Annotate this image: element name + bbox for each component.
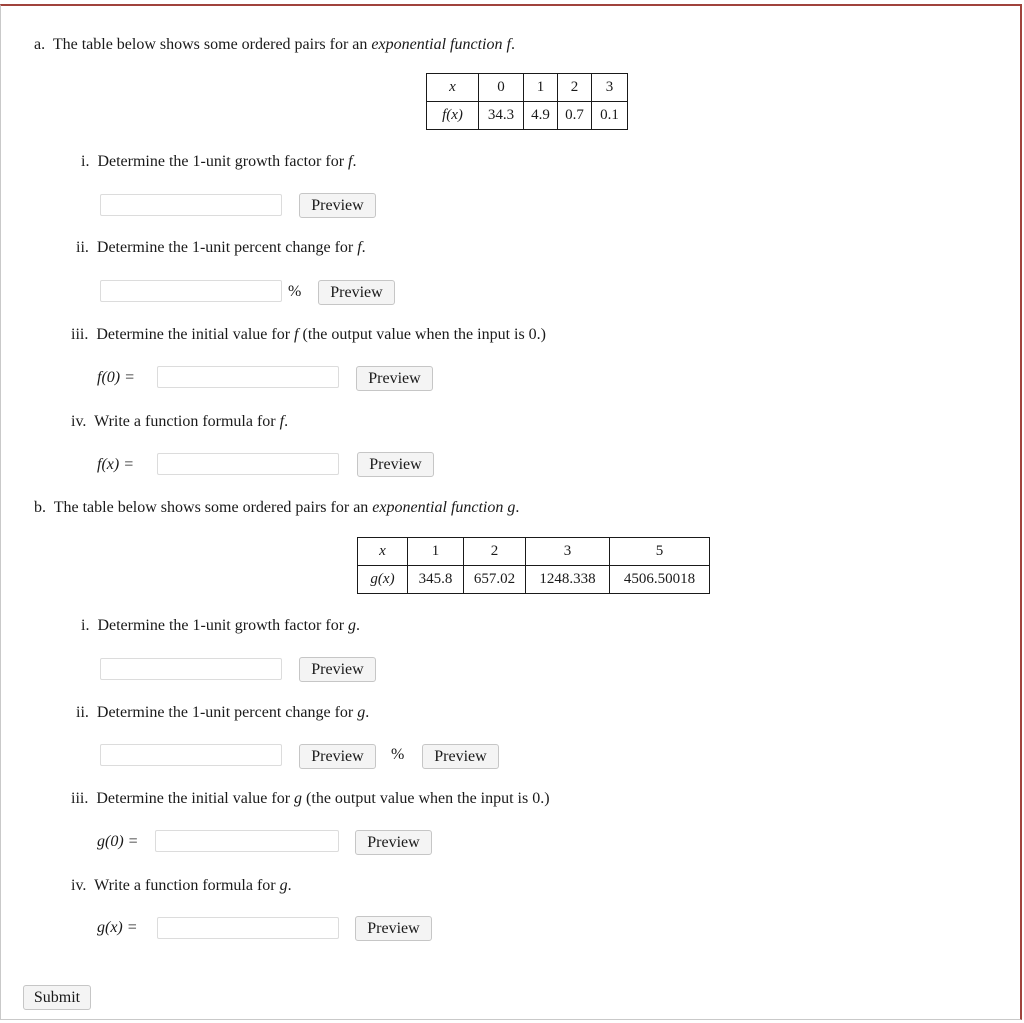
a-q4-num: iv. [71, 413, 87, 430]
part-a-intro [34, 35, 515, 55]
table-g-y-1: 657.02 [464, 566, 526, 594]
b-q1-end: . [356, 617, 361, 634]
table-g-x-1: 2 [464, 538, 526, 566]
part-b-intro [34, 498, 519, 518]
table-g-y-0: 345.8 [408, 566, 464, 594]
a-growth-factor-input[interactable] [100, 194, 282, 216]
a-formula-input[interactable] [157, 453, 339, 475]
part-a-period: . [510, 36, 515, 53]
table-g-row-y [358, 566, 710, 594]
b-q4-preview-button[interactable]: Preview [355, 916, 432, 941]
b-q3-prompt [71, 789, 550, 809]
b-q1-text: Determine the 1-unit growth factor for [97, 617, 345, 634]
table-f-row-x [427, 74, 628, 102]
table-f-y-3: 0.1 [592, 102, 628, 130]
b-q4-prompt [71, 876, 292, 896]
a-initial-value-input[interactable] [157, 366, 339, 388]
a-q4-text: Write a function formula for [94, 413, 276, 430]
a-q2-end: . [361, 239, 366, 256]
table-f-x-0: 0 [479, 74, 524, 102]
b-q1-num: i. [81, 617, 90, 634]
a-q2-num: ii. [76, 239, 89, 256]
b-q4-text: Write a function formula for [94, 877, 276, 894]
part-b-intro-text: The table below shows some ordered pairs for an [53, 499, 369, 516]
a-q3-num: iii. [71, 326, 89, 343]
a-q3-prompt [71, 325, 546, 345]
b-q4-fn: g [279, 877, 288, 894]
table-f-y-1: 4.9 [524, 102, 558, 130]
table-g-y-2: 1248.338 [526, 566, 610, 594]
a-q2-text: Determine the 1-unit percent change for [96, 239, 354, 256]
part-b-intro-em: exponential function [372, 499, 504, 516]
table-f-y-0: 34.3 [479, 102, 524, 130]
part-b-label: b. [34, 499, 46, 516]
part-a-intro-text: The table below shows some ordered pairs for an [52, 36, 368, 53]
part-b-fn: g [507, 499, 516, 516]
b-q1-prompt [81, 616, 360, 636]
b-q2-num: ii. [76, 704, 89, 721]
a-q3-text2: (the output value when the input is 0.) [302, 326, 547, 343]
a-q1-text: Determine the 1-unit growth factor for [97, 153, 345, 170]
table-g [357, 537, 710, 594]
b-q2-prompt [76, 703, 369, 723]
part-a-fn: f [506, 36, 511, 53]
table-f-head-x: x [427, 74, 479, 102]
b-q2-text: Determine the 1-unit percent change for [96, 704, 354, 721]
table-g-x-2: 3 [526, 538, 610, 566]
b-q4-end: . [287, 877, 292, 894]
b-q2-fn: g [357, 704, 366, 721]
a-q2-prompt [76, 238, 366, 258]
table-g-row-x [358, 538, 710, 566]
a-q3-lhs: f(0) = [97, 369, 135, 386]
b-q2-preview-button-2[interactable]: Preview [422, 744, 499, 769]
b-q3-num: iii. [71, 790, 89, 807]
b-q2-percent-sign: % [391, 746, 405, 763]
table-g-x-3: 5 [610, 538, 710, 566]
a-q4-preview-button[interactable]: Preview [357, 452, 434, 477]
a-q3-text: Determine the initial value for [96, 326, 291, 343]
table-g-head-y: g(x) [358, 566, 408, 594]
a-q1-end: . [352, 153, 357, 170]
a-percent-change-input[interactable] [100, 280, 282, 302]
table-g-y-3: 4506.50018 [610, 566, 710, 594]
b-q1-preview-button[interactable]: Preview [299, 657, 376, 682]
part-b-period: . [515, 499, 520, 516]
a-q2-preview-button[interactable]: Preview [318, 280, 395, 305]
a-q4-end: . [284, 413, 289, 430]
b-q4-num: iv. [71, 877, 87, 894]
table-f-y-2: 0.7 [558, 102, 592, 130]
submit-button[interactable]: Submit [23, 985, 91, 1010]
a-q1-fn: f [348, 153, 353, 170]
a-q3-preview-button[interactable]: Preview [356, 366, 433, 391]
a-q1-num: i. [81, 153, 90, 170]
b-q3-preview-button[interactable]: Preview [355, 830, 432, 855]
a-q4-prompt [71, 412, 288, 432]
b-q3-fn: g [294, 790, 303, 807]
b-q3-lhs: g(0) = [97, 833, 139, 850]
table-f [426, 73, 628, 130]
part-a-intro-em: exponential function [371, 36, 503, 53]
a-q1-preview-button[interactable]: Preview [299, 193, 376, 218]
table-f-x-2: 2 [558, 74, 592, 102]
b-growth-factor-input[interactable] [100, 658, 282, 680]
table-f-head-y: f(x) [427, 102, 479, 130]
a-q1-prompt [81, 152, 356, 172]
b-q1-fn: g [348, 617, 357, 634]
b-q2-end: . [365, 704, 370, 721]
b-q3-text: Determine the initial value for [96, 790, 291, 807]
part-a-label: a. [34, 36, 46, 53]
b-q2-preview-button[interactable]: Preview [299, 744, 376, 769]
b-q4-lhs: g(x) = [97, 919, 138, 936]
b-formula-input[interactable] [157, 917, 339, 939]
b-q3-text2: (the output value when the input is 0.) [306, 790, 550, 807]
a-q4-lhs: f(x) = [97, 456, 134, 473]
a-q2-fn: f [357, 239, 362, 256]
a-q3-fn: f [294, 326, 299, 343]
table-f-x-1: 1 [524, 74, 558, 102]
a-q4-fn: f [279, 413, 285, 430]
b-initial-value-input[interactable] [155, 830, 339, 852]
table-f-row-y [427, 102, 628, 130]
b-percent-change-input[interactable] [100, 744, 282, 766]
table-g-head-x: x [358, 538, 408, 566]
table-g-x-0: 1 [408, 538, 464, 566]
table-f-x-3: 3 [592, 74, 628, 102]
a-q2-percent-sign: % [288, 283, 302, 300]
